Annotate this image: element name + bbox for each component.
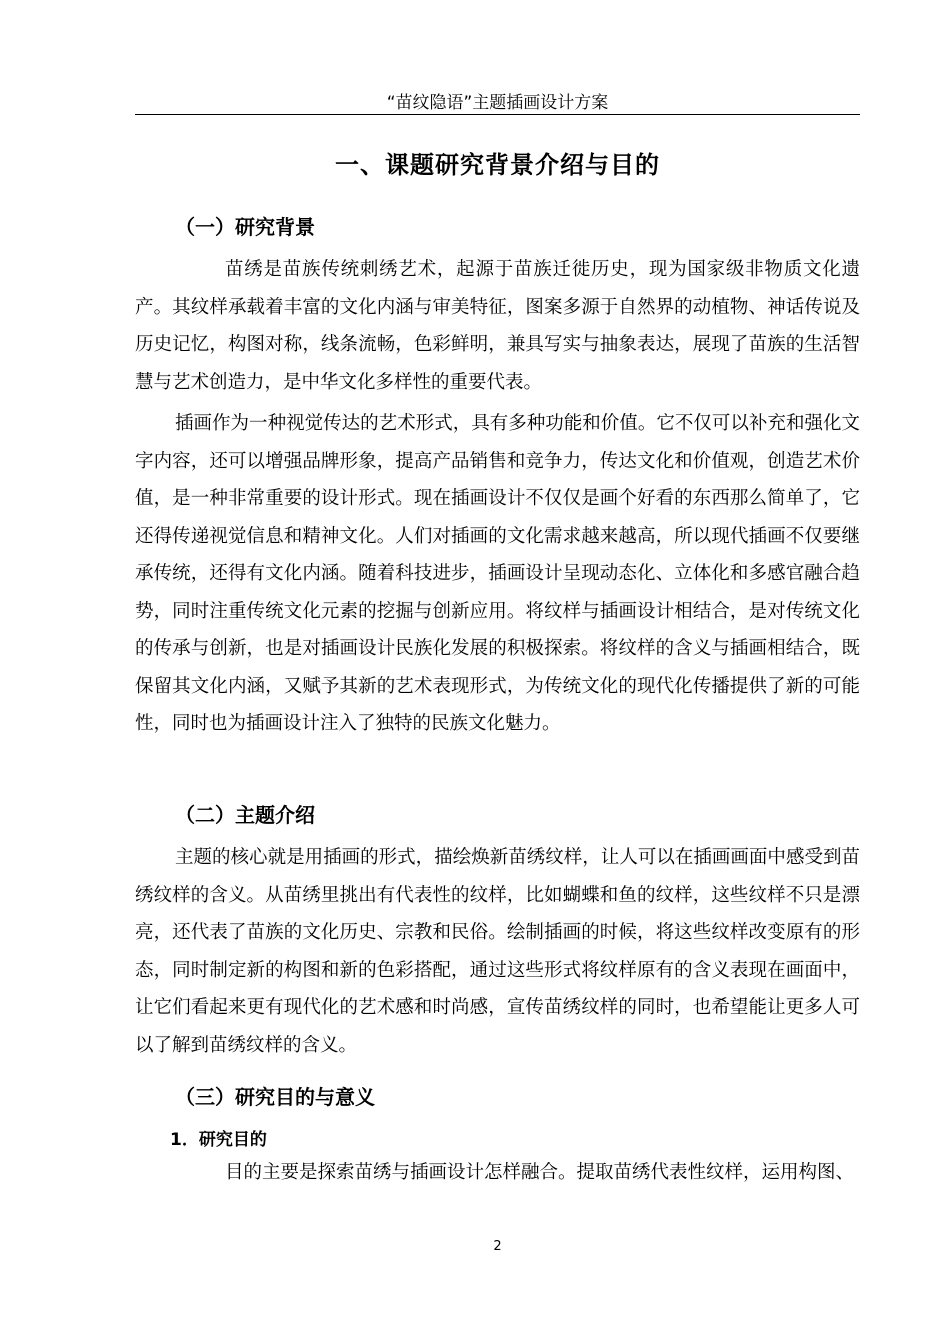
subsection-heading-theme: （二）主题介绍 bbox=[175, 803, 315, 827]
subsection-heading-background: （一）研究背景 bbox=[175, 215, 315, 239]
paragraph-miao-embroidery: 苗绣是苗族传统刺绣艺术，起源于苗族迁徙历史，现为国家级非物质文化遗产。其纹样承载着丰富的文化内涵与审美特征，图案多源于自然界的动植物、神话传说及历史记忆，构图对称，线条流畅，色彩鲜明，兼具写实与抽象表达，展现了苗族的生活智慧与艺术创造力，是中华文化多样性的重要代表。 bbox=[135, 259, 860, 393]
header-divider bbox=[135, 114, 860, 115]
running-header-title: “苗纹隐语”主题插画设计方案 bbox=[386, 93, 609, 113]
page-number: 2 bbox=[493, 1239, 502, 1254]
section-title: 一、课题研究背景介绍与目的 bbox=[335, 151, 660, 179]
paragraph-theme: 主题的核心就是用插画的形式，描绘焕新苗绣纹样，让人可以在插画画面中感受到苗绣纹样的含义。从苗绣里挑出有代表性的纹样，比如蝴蝶和鱼的纹样，这些纹样不只是漂亮，还代表了苗族的文化历史、宗教和民俗。绘制插画的时候，将这些纹样改变原有的形态，同时制定新的构图和新的色彩搭配，通过这些形式将纹样原有的含义表现在画面中，让它们看起来更有现代化的艺术感和时尚感，宣传苗绣纹样的同时，也希望能让更多人可以了解到苗绣纹样的含义。 bbox=[135, 847, 860, 1056]
paragraph-illustration: 插画作为一种视觉传达的艺术形式，具有多种功能和价值。它不仅可以补充和强化文字内容，还可以增强品牌形象，提高产品销售和竞争力，传达文化和价值观，创造艺术价值，是一种非常重要的设计形式。现在插画设计不仅仅是画个好看的东西那么简单了，它还得传递视觉信息和精神文化。人们对插画的文化需求越来越高，所以现代插画不仅要继承传统，还得有文化内涵。随着科技进步，插画设计呈现动态化、立体化和多感官融合趋势，同时注重传统文化元素的挖掘与创新应用。将纹样与插画设计相结合，是对传统文化的传承与创新，也是对插画设计民族化发展的积极探索。将纹样的含义与插画相结合，既保留其文化内涵，又赋予其新的艺术表现形式，为传统文化的现代化传播提供了新的可能性，同时也为插画设计注入了独特的民族文化魅力。 bbox=[135, 413, 860, 734]
paragraph-purpose: 目的主要是探索苗绣与插画设计怎样融合。提取苗绣代表性纹样，运用构图、 bbox=[225, 1162, 855, 1183]
subsection-heading-purpose: （三）研究目的与意义 bbox=[175, 1085, 375, 1109]
item-heading-purpose: 1．研究目的 bbox=[170, 1130, 267, 1150]
